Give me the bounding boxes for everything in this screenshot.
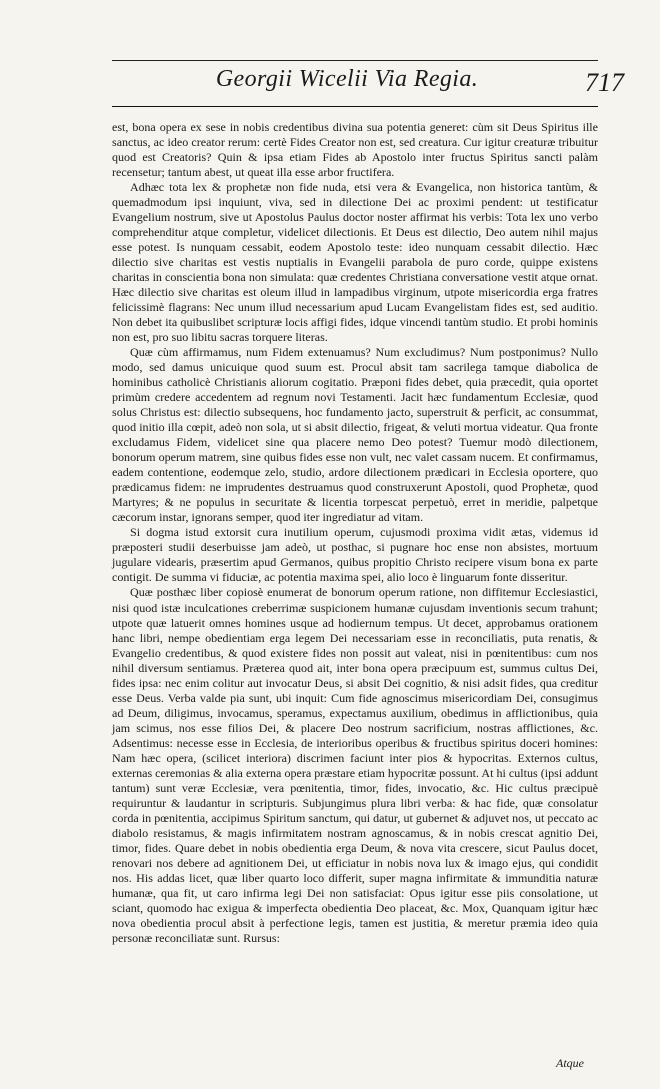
paragraph: Si dogma istud extorsit cura inutilium operum, cujusmodi proxima vidit ætas, videmus id præposteri studii deserbuisse jam adeò, ut posthac, si pugnare hoc ense non absistes, mortuum jugulare videaris, præsertim apud Germanos, quibus propitio Christo recipere visum bona ex parte contigit. De summa vi fiduciæ, ac potentia maxima spei, alio loco è linguarum fonte disseritur. (112, 525, 598, 585)
catchword: Atque (556, 1056, 584, 1070)
paragraph: Quæ cùm affirmamus, num Fidem extenuamus? Num excludimus? Num postponimus? Nullo modo, sed damus unicuique quod suum est. Procul absit tam sacrilega tamque diabolica de hominibus catholicè Christianis aliorum cogitatio. Præponi fides debet, quia præcedit, quia oportet primùm credere accedentem ad regnum novi Testamenti. Jacit hæc fundamentum Ecclesiæ, quod solus Christus est: dilectio subsequens, hoc fundamento jacto, superstruit & perficit, ac consummat, quod initio illa cœpit, adeò non sola, ut si absit dilectio, frigeat, & veluti mortua videatur. Qua fronte excludamus Fidem, videlicet sine qua placere nemo Deo potest? Tuemur modò dilectionem, bonorum operum matrem, sine quibus fides esse non vult, nec valet cassam nucem. Et confirmamus, eadem contentione, eodemque zelo, studio, ardore dilectionem prædicari in Ecclesia oportere, quo prædicamus fidem: ne imprudentes destruamus quod construxerunt Apostoli, quod Prophetæ, quod Martyres; & ne populus in securitate & licentia torpescat perpetuò, erret in meridie, palpetque cæcorum instar, ignorans semper, quod iter ingrediatur ad vitam. (112, 345, 598, 525)
paragraph: est, bona opera ex sese in nobis credentibus divina sua potentia generet: cùm sit Deus Spiritus ille sanctus, ac ideo creator rerum: certè Fides Creator non est, sed creatura. Cur igitur creaturæ tribuitur quod est Creatoris? Quin & ipsa etiam Fides ab Apostolo inter fructus Spiritus sancti palàm recensetur; tantum abest, ut queat illa esse arbor fructifera. (112, 120, 598, 180)
running-title: Georgii Wicelii Via Regia. (215, 66, 479, 92)
paragraph: Quæ posthæc liber copiosè enumerat de bonorum operum ratione, non diffitemur Ecclesiastici, nisi quod istæ inculcationes creberrimæ suspicionem humanæ cujusdam inventionis secum trahunt; utpote quæ latuerit omnes homines usque ad hodiernum tempus. Ut decet, approbamus orationem hanc libri, nempe obedientiam erga legem Dei necessariam esse in reconciliatis, puta renatis, & Evangelio credentibus, & quod existere fides non possit aut valeat, nisi in pœnitentibus: cum nos nihil diversum sentiamus. Præterea quod ait, inter bona opera præcipuum est, summus cultus Dei, fides ipsa: nec enim colitur aut invocatur Deus, si absit Dei cognitio, & nisi adsit fides, qua creditur esse Deus. Verba valde pia sunt, ubi inquit: Cum fide agnoscimus misericordiam Dei, consugimus ad Deum, diligimus, invocamus, speramus, expectamus auxilium, obedimus in afflictionibus, quia jam scimus, nos esse filios Dei, & placere Deo nostrum sacrificium, nostras afflictiones, &c. Adsentimus: necesse esse in Ecclesia, de interioribus operibus & fructibus spiritus doceri homines: Nam hæc opera, (scilicet interiora) discrimen faciunt inter pios & hypocritas. Externos cultus, externas ceremonias & alia externa opera præstare etiam hypocritæ possunt. At hi cultus (ipsi addunt tantum) sunt veræ Ecclesiæ, vera pœnitentia, timor, fides, invocatio, &c. Hic cultus præcipuè requiruntur & laudantur in scripturis. Subjungimus plura libri verba: & hac fide, quæ consolatur corda in pœnitentia, accipimus Spiritum sanctum, qui datur, ut gubernet & adjuvet nos, ut peccato ac diabolo resistamus, & magis infirmitatem nostram agnoscamus, & in nobis crescat agnitio Dei, timor, fides. Quare debet in nobis obedientia erga Deum, & nova vita crescere, sicut Paulus docet, renovari nos debere ad agnitionem Dei, ut efficiatur in nobis nova lux & imago ejus, qui condidit nos. His addas licet, quæ liber quarto loco differit, super magna infirmitate & immunditia naturæ humanæ, qua fit, ut caro infirma legi Dei non satisfaciat: Opus igitur esse piis consolatione, ut sciant, quomodo hac exigua & imperfecta obedientia Deo placeat, &c. Mox, Quanquam igitur hæc nova obedientia procul absit à perfectione legis, tamen est justitia, & meretur præmia ideo quia personæ reconciliatæ sunt. Rursus: (112, 585, 598, 945)
body-text (112, 120, 598, 946)
paragraph: Adhæc tota lex & prophetæ non fide nuda, etsi vera & Evangelica, non historica tantùm, & quemadmodum ipsi inquiunt, viva, sed in dilectione Dei ac proximi pendent: ut testificatur Evangelium nostrum, sive ut Apostolus Paulus doctor noster affirmat his verbis: Tota lex uno verbo comprehenditur atque completur, videlicet dilectionis. Et Deus est dilectio, Deo autem nihil majus esse potest. Is nunquam cessabit, eodem Apostolo teste: ideo nunquam cessabit dilectio. Hæc dilectio sive charitas est vestis nuptialis in Evangelii parabola de puro corde, quippe existens charitas in conscientia bona non simulata: quæ credentes Christiana conversatione vestit atque ornat. Hæc dilectio sive charitas est oleum illud in lampadibus virginum, utpote misericordia erga fratres felicissimè flagrans: Nec unum illud necessarium apud Lucam Evangelistam fides est, sed auditio. Non debet ita quibuslibet scripturæ locis affigi fides, idque vincendi tantùm studio. Et probi hominis non est, pro suo libitu sacras torquere literas. (112, 180, 598, 345)
header-rule-top (112, 60, 598, 61)
header-rule-bottom (112, 106, 598, 107)
page-number: 717 (585, 68, 624, 97)
